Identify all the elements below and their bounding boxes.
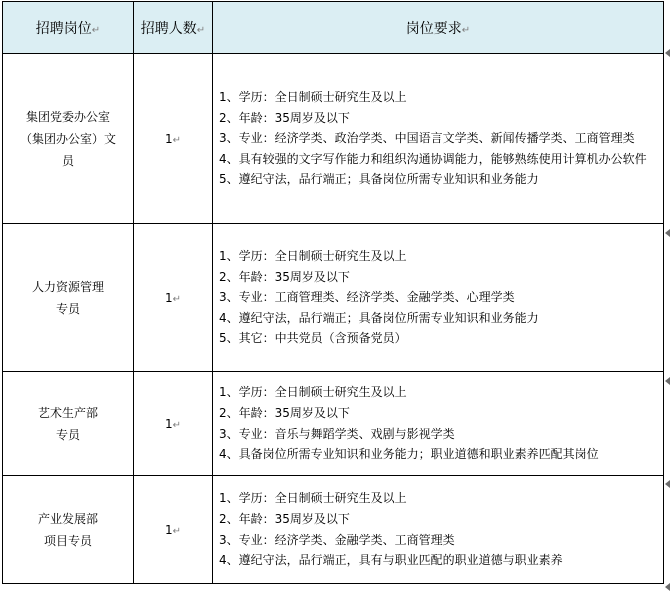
requirements-cell: [213, 224, 664, 372]
requirement-item: 4、具备岗位所需专业知识和业务能力；职业道德和职业素养匹配其岗位: [219, 447, 599, 462]
position-line: 员: [61, 153, 74, 168]
requirement-item: 4、遵纪守法，品行端正；具备岗位所需专业知识和业务能力: [219, 310, 539, 325]
position-line: 专员: [55, 427, 80, 442]
requirement-item: 4、遵纪守法，品行端正，具有与职业匹配的职业道德与职业素养: [219, 553, 563, 568]
row-end-marker: [664, 377, 670, 385]
requirements-cell: [213, 476, 664, 584]
count-cell: 1↵: [134, 372, 213, 476]
position-line: 人力资源管理: [31, 279, 104, 294]
position-line: 专员: [55, 301, 80, 316]
count-cell: 1↵: [134, 224, 213, 372]
requirement-item: 1、学历：全日制硕士研究生及以上: [219, 249, 407, 264]
count-cell: 1↵: [134, 54, 213, 224]
requirement-item: 2、年龄：35周岁及以下: [219, 511, 350, 526]
position-cell: [3, 476, 134, 584]
requirement-item: 1、学历：全日制硕士研究生及以上: [219, 385, 407, 400]
requirement-item: 1、学历：全日制硕士研究生及以上: [219, 491, 407, 506]
header-count: 招聘人数↵: [134, 2, 213, 54]
requirement-item: 1、学历：全日制硕士研究生及以上: [219, 90, 407, 105]
table-row: [3, 372, 664, 476]
table-row: [3, 224, 664, 372]
requirement-item: 2、年龄：35周岁及以下: [219, 110, 350, 125]
row-end-marker: [664, 480, 670, 488]
position-line: 艺术生产部: [37, 405, 98, 420]
row-end-marker: [664, 583, 670, 591]
requirement-item: 2、年龄：35周岁及以下: [219, 269, 350, 284]
recruitment-table: [2, 1, 664, 584]
position-line: 产业发展部: [37, 511, 98, 526]
requirement-item: 3、专业：经济学类、金融学类、工商管理类: [219, 532, 455, 547]
table-row: [3, 54, 664, 224]
requirements-cell: [213, 372, 664, 476]
header-row: [3, 2, 664, 54]
row-end-marker: [664, 229, 670, 237]
requirements-cell: [213, 54, 664, 224]
requirement-item: 5、其它：中共党员（含预备党员）: [219, 331, 407, 346]
row-end-marker: [664, 49, 670, 57]
requirement-item: 2、年龄：35周岁及以下: [219, 405, 350, 420]
requirement-item: 4、具有较强的文字写作能力和组织沟通协调能力，能够熟练使用计算机办公软件: [219, 151, 647, 166]
position-cell: [3, 54, 134, 224]
requirement-item: 3、专业：音乐与舞蹈学类、戏剧与影视学类: [219, 426, 455, 441]
header-position: 招聘岗位↵: [3, 2, 134, 54]
header-requirements: 岗位要求↵: [213, 2, 664, 54]
count-cell: 1↵: [134, 476, 213, 584]
position-line: （集团办公室）文: [19, 131, 116, 146]
requirement-item: 3、专业：工商管理类、经济学类、金融学类、心理学类: [219, 290, 515, 305]
position-line: 集团党委办公室: [25, 109, 110, 124]
requirement-item: 3、专业：经济学类、政治学类、中国语言文学类、新闻传播学类、工商管理类: [219, 131, 635, 146]
position-cell: [3, 224, 134, 372]
requirement-item: 5、遵纪守法，品行端正；具备岗位所需专业知识和业务能力: [219, 172, 539, 187]
table-row: [3, 476, 664, 584]
position-cell: [3, 372, 134, 476]
position-line: 项目专员: [43, 533, 92, 548]
